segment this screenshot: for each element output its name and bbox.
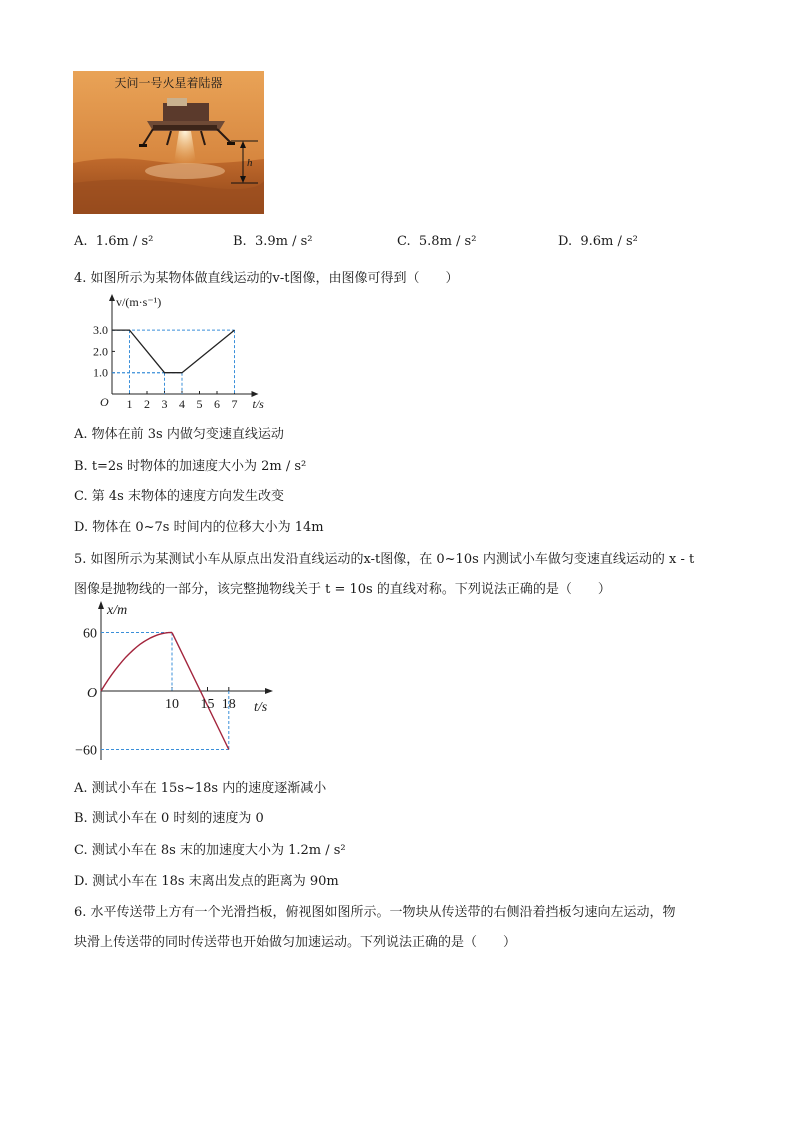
x-axis-label: t/s	[254, 700, 268, 715]
q6-stem-line2: 块滑上传送带的同时传送带也开始做匀加速运动。下列说法正确的是（ ）	[74, 935, 517, 950]
q4-option-d[interactable]: D. 物体在 0~7s 时间内的位移大小为 14m	[74, 520, 324, 535]
lander-photo	[73, 71, 264, 214]
q6-stem-line1: 6. 水平传送带上方有一个光滑挡板，俯视图如图所示。一物块从传送带的右侧沿着挡板匀速向左运动，物	[74, 905, 676, 920]
option-text: 9.6m / s²	[580, 234, 638, 249]
q5-stem-line2: 图像是抛物线的一部分，该完整抛物线关于 t = 10s 的直线对称。下列说法正确的是（ ）	[74, 582, 611, 597]
option-text: 1.6m / s²	[95, 234, 154, 249]
x-tick-label: 18	[221, 697, 236, 712]
vt-graph	[74, 290, 264, 415]
q4-option-c[interactable]: C. 第 4s 末物体的速度方向发生改变	[74, 489, 284, 504]
y-axis-arrow	[109, 294, 115, 301]
q4-stem: 4. 如图所示为某物体做直线运动的v-t图像，由图像可得到（ ）	[74, 271, 459, 286]
q5-stem-line1: 5. 如图所示为某测试小车从原点出发沿直线运动的x-t图像，在 0~10s 内测试小车做匀变速直线运动的 x - t	[74, 552, 695, 567]
x-tick-label: 5	[196, 397, 203, 411]
x-tick-label: 7	[231, 397, 238, 411]
vt-series-line	[112, 330, 235, 373]
photo-caption: 天问一号火星着陆器	[114, 76, 223, 90]
q3-option-b[interactable]	[233, 234, 312, 249]
q4-option-a[interactable]: A. 物体在前 3s 内做匀变速直线运动	[74, 427, 284, 442]
y-axis-arrow	[98, 601, 104, 609]
option-letter: D.	[558, 234, 573, 249]
x-tick-label: 10	[165, 697, 179, 712]
xt-parabola-segment	[101, 633, 172, 692]
origin-label: O	[100, 395, 109, 409]
y-tick-label: −60	[75, 743, 97, 759]
q3-option-c[interactable]	[397, 234, 476, 249]
xt-graph	[74, 598, 284, 768]
y-axis-label: v/(m·s⁻¹)	[116, 295, 162, 309]
q5-option-b[interactable]: B. 测试小车在 0 时刻的速度为 0	[74, 811, 264, 826]
q5-option-a[interactable]: A. 测试小车在 15s~18s 内的速度逐渐减小	[74, 781, 327, 796]
q3-option-a[interactable]	[74, 234, 153, 249]
y-tick-label: 2.0	[93, 344, 108, 359]
x-axis-arrow	[265, 688, 273, 694]
x-tick-label: 15	[200, 697, 215, 712]
x-tick-label: 2	[144, 397, 150, 411]
option-letter: B.	[233, 234, 247, 249]
x-tick-label: 6	[214, 397, 220, 411]
y-tick-label: 3.0	[93, 323, 108, 338]
q5-option-c[interactable]: C. 测试小车在 8s 末的加速度大小为 1.2m / s²	[74, 843, 346, 858]
x-tick-label: 4	[179, 397, 185, 411]
option-letter: A.	[74, 234, 88, 249]
x-tick-label: 3	[161, 397, 168, 411]
height-label: h	[247, 157, 253, 169]
option-text: 5.8m / s²	[418, 234, 477, 249]
q3-option-d[interactable]	[558, 234, 638, 249]
x-axis-label: t/s	[252, 397, 264, 411]
y-tick-label: 60	[83, 626, 97, 642]
q5-option-d[interactable]: D. 测试小车在 18s 末离出发点的距离为 90m	[74, 874, 339, 889]
x-tick-label: 1	[126, 397, 133, 411]
y-tick-label: 1.0	[93, 365, 108, 380]
option-letter: C.	[397, 234, 411, 249]
y-axis-label: x/m	[107, 603, 128, 618]
option-text: 3.9m / s²	[254, 234, 313, 249]
q4-option-b[interactable]: B. t=2s 时物体的加速度大小为 2m / s²	[74, 459, 307, 474]
origin-label: O	[87, 686, 98, 701]
